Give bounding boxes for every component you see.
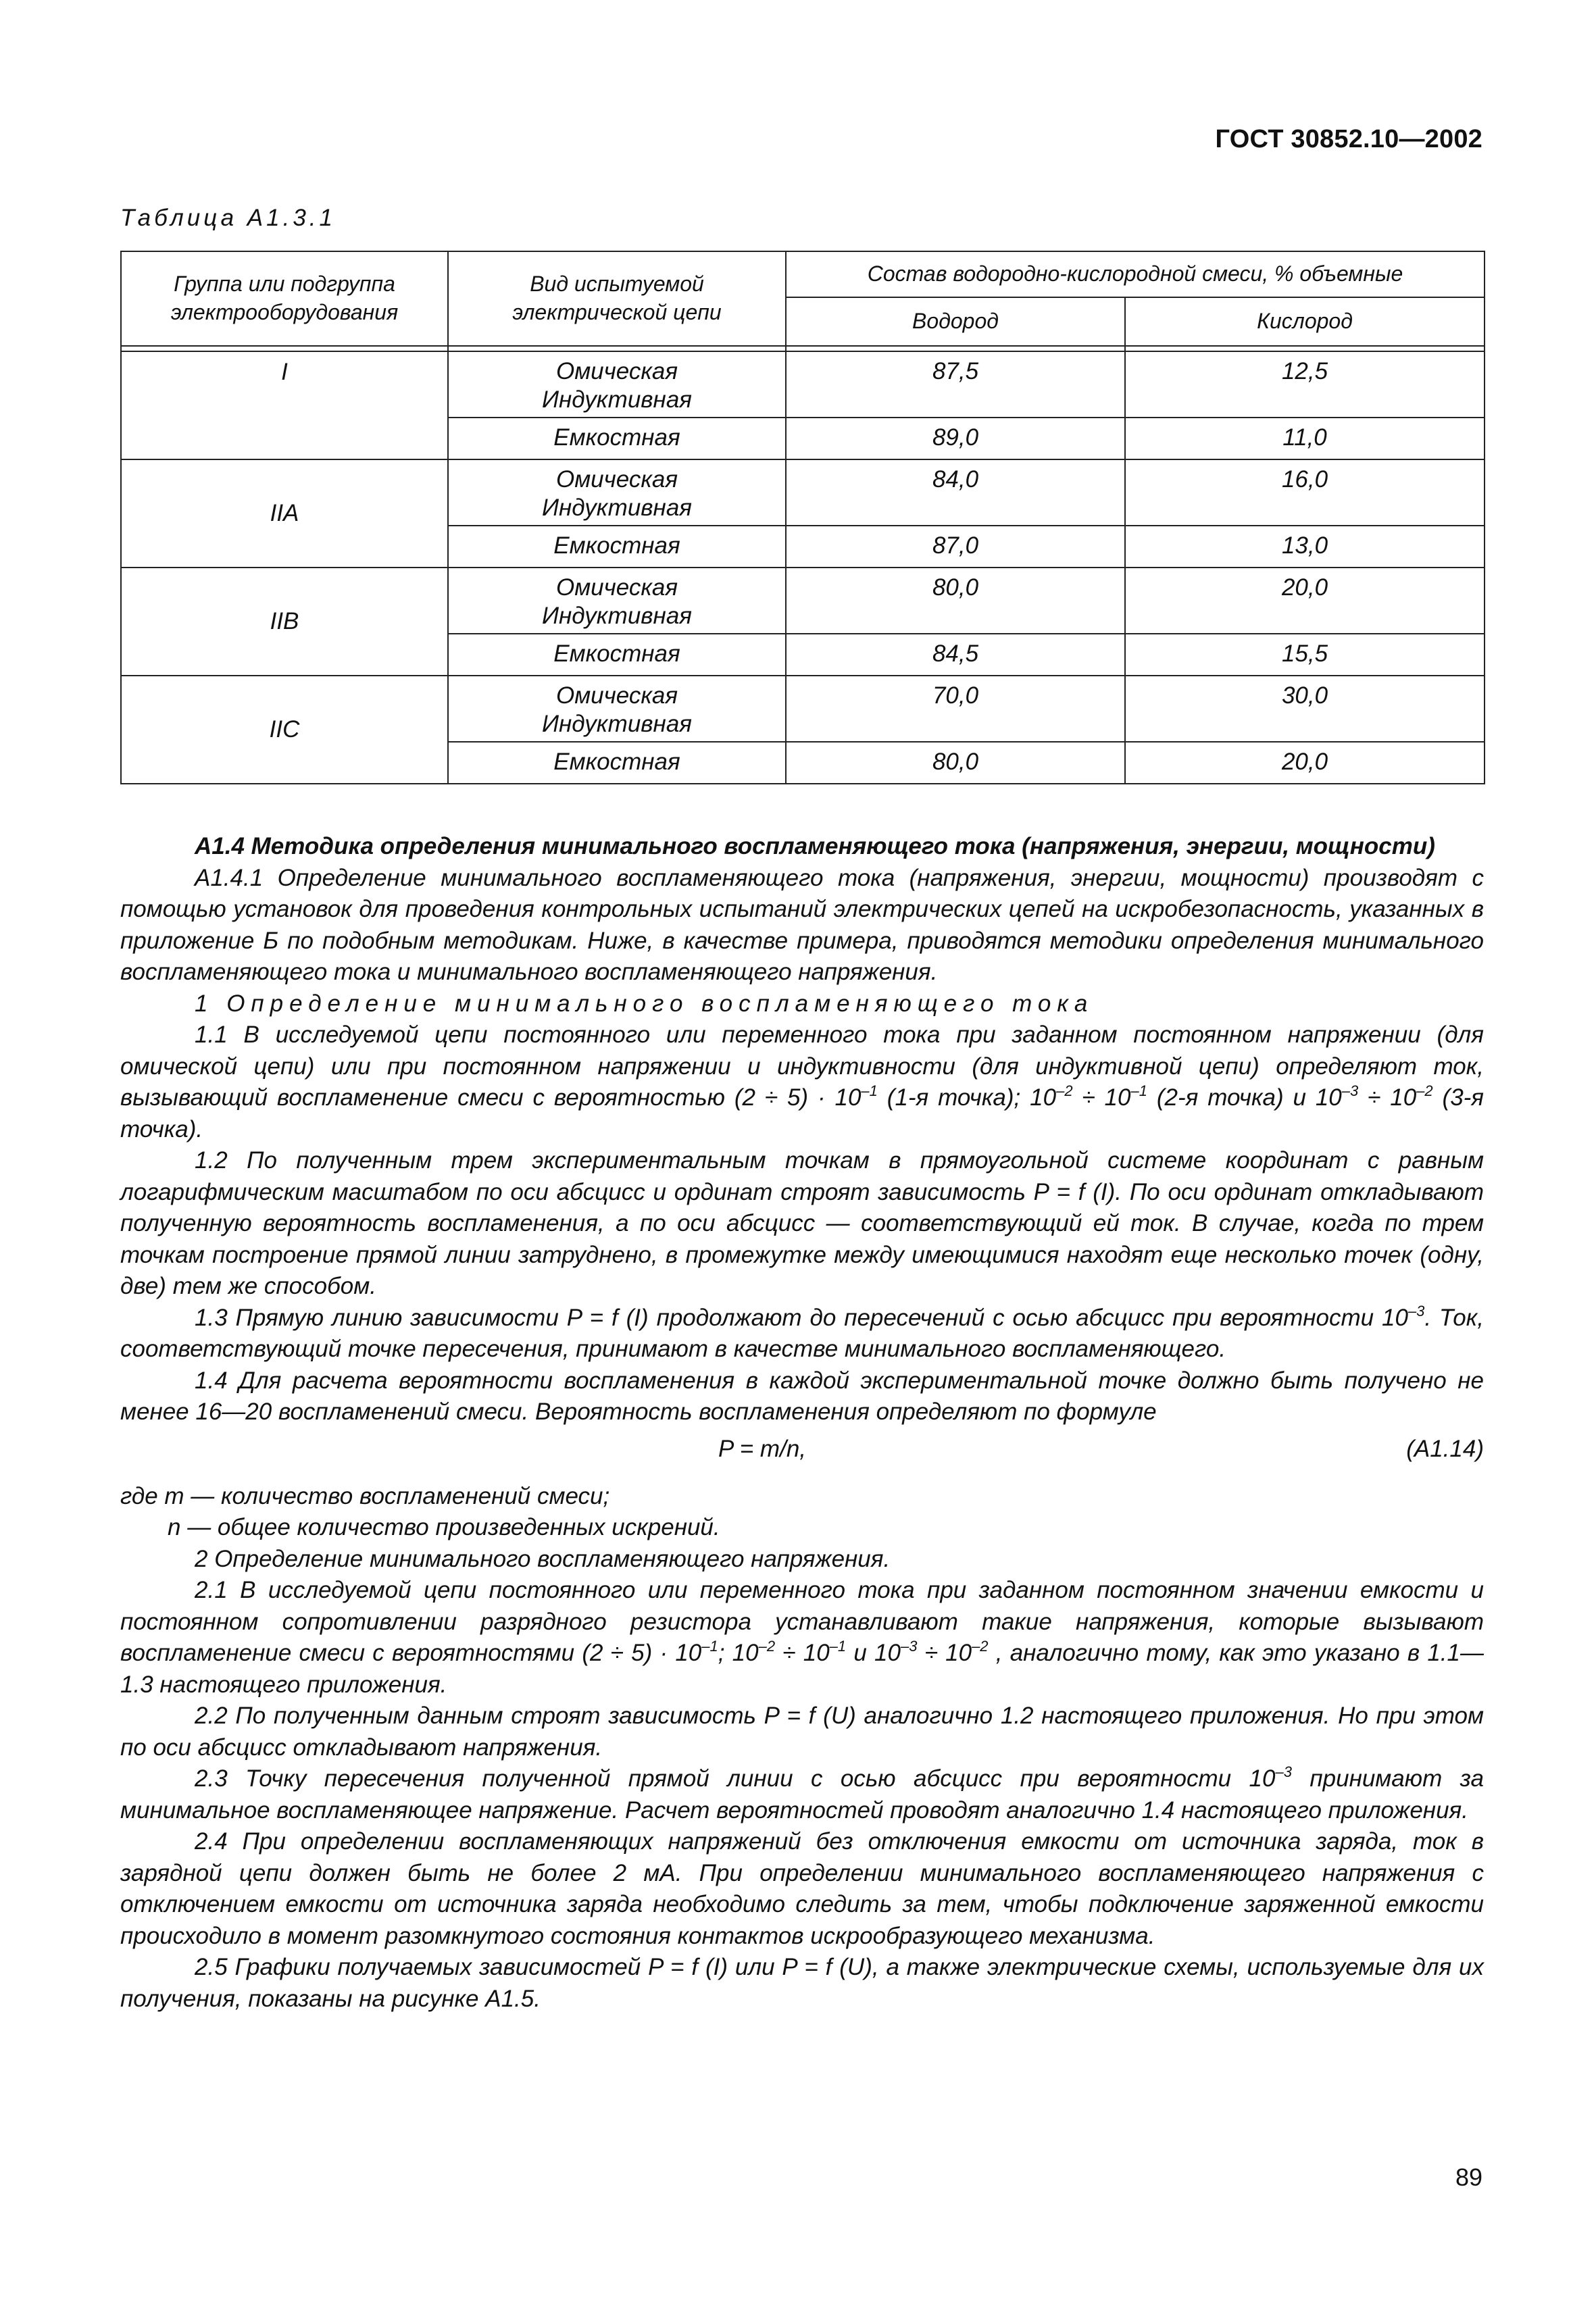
hydrogen-cell: 84,5 <box>786 634 1125 676</box>
hydrogen-cell: 87,5 <box>786 351 1125 418</box>
header-group: Группа или подгруппа электрооборудования <box>121 251 448 346</box>
table-row <box>121 676 1485 742</box>
paragraph-1-4: 1.4 Для расчета вероятности воспламенения в каждой экспериментальной точке должно быть получено не менее 16—20 воспламенений смеси. Вероятность воспламенения определяют по формуле <box>120 1367 1484 1425</box>
hydrogen-cell: 80,0 <box>786 742 1125 784</box>
table-row <box>121 459 1485 526</box>
subsection-title-1: 1 Определение минимального воспламеняющего тока <box>195 990 1094 1017</box>
table-caption: Таблица А1.3.1 <box>120 205 336 231</box>
paragraph-a141: А1.4.1 Определение минимального воспламеняющего тока (напряжения, энергии, мощности) производят с помощью установок для проведения контрольных испытаний электрических цепей на искробезопасность, указанных в приложение Б по подобным методикам. Ниже, в качестве примера, приводятся методики определения минимального воспламеняющего тока и минимального воспламеняющего напряжения. <box>120 864 1484 985</box>
circuit-cell: Емкостная <box>448 634 786 676</box>
circuit-cell: Омическая Индуктивная <box>448 568 786 634</box>
hydrogen-cell: 84,0 <box>786 459 1125 526</box>
circuit-cell: Емкостная <box>448 418 786 459</box>
paragraph-2-5: 2.5 Графики получаемых зависимостей P = f (I) или P = f (U), а также электрические схемы, используемые для их получения, показаны на рисунке А1.5. <box>120 1954 1484 2012</box>
hydrogen-cell: 70,0 <box>786 676 1125 742</box>
paragraph-2-1: 2.1 В исследуемой цепи постоянного или переменного тока при заданном постоянном значении емкости и постоянном сопротивлении разрядного резистора устанавливают такие напряжения, которые вызывают воспламенение смеси с вероятностями $(2 \div 5) \cdot 10^{-1}$; $10^{-2} \div 10^{-1}$ и $10^{-3} \div 10^{-2}$ , аналогично тому, как это указано в 1.1—1.3 настоящего приложения. <box>120 1577 1484 1698</box>
oxygen-cell: 20,0 <box>1125 568 1485 634</box>
group-cell: I <box>121 351 448 459</box>
oxygen-cell: 12,5 <box>1125 351 1485 418</box>
header-hydrogen: Водород <box>786 297 1125 346</box>
composition-table <box>120 251 1485 784</box>
table-row <box>121 351 1485 418</box>
formula-number: (А1.14) <box>1406 1435 1484 1462</box>
group-cell: IIA <box>121 459 448 568</box>
header-oxygen: Кислород <box>1125 297 1485 346</box>
group-cell: IIB <box>121 568 448 676</box>
paragraph-1-1: 1.1 В исследуемой цепи постоянного или переменного тока при заданном постоянном напряжении (для омической цепи) или при постоянном напряжении и индуктивности (для индуктивной цепи) определяют ток, вызывающий воспламенение смеси с вероятностью $(2 \div 5) \cdot 10^{-1}$ (1-я точка); $10^{-2} \div 10^{-1}$ (2-я точка) и $10^{-3} \div 10^{-2}$ (3-я точка). <box>120 1022 1485 1142</box>
table-row <box>121 568 1485 634</box>
oxygen-cell: 13,0 <box>1125 526 1485 568</box>
header-circuit: Вид испытуемой электрической цепи <box>448 251 786 346</box>
hydrogen-cell: 80,0 <box>786 568 1125 634</box>
circuit-cell: Емкостная <box>448 526 786 568</box>
header-mixture: Состав водородно-кислородной смеси, % объемные <box>786 251 1485 297</box>
hydrogen-cell: 87,0 <box>786 526 1125 568</box>
paragraph-1-2: 1.2 По полученным трем экспериментальным точкам в прямоугольной системе координат с равным логарифмическим масштабом по оси абсцисс и ординат строят зависимость P = f (I). По оси ординат откладывают полученную вероятность воспламенения, а по оси абсцисс — соответствующий ей ток. В случае, когда по трем точкам построение прямой линии затруднено, в промежутке между имеющимися находят еще несколько точек (одну, две) тем же способом. <box>120 1147 1484 1299</box>
paragraph-2-3: 2.3 Точку пересечения полученной прямой линии с осью абсцисс при вероятности $10^{-3}$ принимают за минимальное воспламеняющее напряжение. Расчет вероятностей проводят аналогично 1.4 настоящего приложения. <box>120 1763 1485 1823</box>
formula-block <box>120 1434 1484 1474</box>
subsection-title-2: 2 Определение минимального воспламеняющего напряжения. <box>195 1545 891 1572</box>
section-heading: А1.4 Методика определения минимального воспламеняющего тока (напряжения, энергии, мощности) <box>195 833 1435 859</box>
document-header: ГОСТ 30852.10—2002 <box>1215 125 1482 153</box>
oxygen-cell: 15,5 <box>1125 634 1485 676</box>
paragraph-2-2: 2.2 По полученным данным строят зависимость P = f (U) аналогично 1.2 настоящего приложения. Но при этом по оси абсцисс откладывают напряжения. <box>120 1703 1484 1761</box>
where-n: n — общее количество произведенных искрений. <box>168 1514 720 1540</box>
paragraph-2-4: 2.4 При определении воспламеняющих напряжений без отключения емкости от источника заряда, ток в зарядной цепи должен быть не более 2 мА. При определении минимального воспламеняющего напряжения с отключением емкости от источника заряда необходимо следить за тем, чтобы подключение заряженной емкости происходило в момент разомкнутого состояния контактов искрообразующего механизма. <box>120 1828 1484 1949</box>
group-cell: IIC <box>121 676 448 784</box>
oxygen-cell: 20,0 <box>1125 742 1485 784</box>
oxygen-cell: 16,0 <box>1125 459 1485 526</box>
formula: P = m/n, <box>718 1435 807 1462</box>
circuit-cell: Омическая Индуктивная <box>448 351 786 418</box>
oxygen-cell: 30,0 <box>1125 676 1485 742</box>
paragraph-1-3: 1.3 Прямую линию зависимости P = f (I) продолжают до пересечений с осью абсцисс при вероятности $10^{-3}$. Ток, соответствующий точке пересечения, принимают в качестве минимального воспламеняющего. <box>120 1302 1484 1362</box>
page-number: 89 <box>1455 2163 1482 2191</box>
oxygen-cell: 11,0 <box>1125 418 1485 459</box>
body-text <box>120 831 1484 2015</box>
hydrogen-cell: 89,0 <box>786 418 1125 459</box>
circuit-cell: Омическая Индуктивная <box>448 459 786 526</box>
circuit-cell: Омическая Индуктивная <box>448 676 786 742</box>
where-m: где m — количество воспламенений смеси; <box>120 1482 610 1509</box>
circuit-cell: Емкостная <box>448 742 786 784</box>
